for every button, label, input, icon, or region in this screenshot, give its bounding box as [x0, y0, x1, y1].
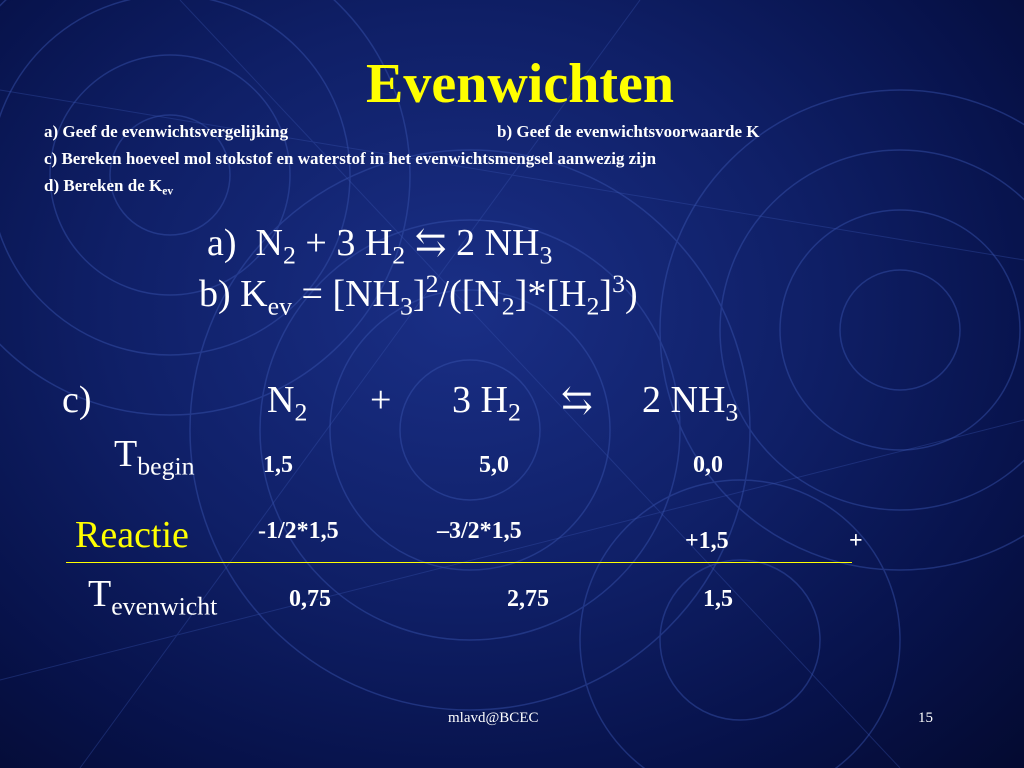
answer-b-s2: 2	[501, 291, 515, 321]
row-evenwicht-h2: 2,75	[507, 586, 549, 612]
slide-title: Evenwichten	[366, 53, 674, 115]
question-a: a) Geef de evenwichtsvergelijking	[44, 122, 289, 141]
row-reactie-label: Reactie	[75, 514, 189, 556]
sum-line	[66, 562, 852, 563]
answer-c-h2	[452, 378, 521, 427]
row-reactie-nh3: +1,5	[685, 528, 729, 554]
answer-b-t4: ]*[H	[514, 273, 587, 315]
answer-a-plus: +	[305, 222, 327, 264]
answer-a-nh-sub: 3	[539, 240, 553, 270]
answer-b-equation	[199, 268, 638, 321]
answer-b-p2: 3	[612, 268, 625, 298]
question-d-sub: ev	[162, 184, 174, 198]
answer-b-equals: =	[301, 273, 323, 315]
row-evenwicht-n2: 0,75	[289, 586, 331, 612]
row-evenwicht-sub: evenwicht	[111, 591, 218, 621]
answer-c-n-sub: 2	[294, 397, 308, 427]
answer-b-t3: /([N	[438, 273, 502, 315]
row-begin-label	[114, 432, 195, 481]
row-begin-n2: 1,5	[263, 452, 293, 478]
answer-b-t1: [NH	[332, 273, 400, 315]
answer-c-plus: +	[370, 379, 392, 421]
answer-c-nh: 2 NH	[642, 379, 726, 421]
answer-c-n2	[267, 378, 308, 427]
answer-a-equation	[207, 220, 553, 270]
row-reactie-n2: -1/2*1,5	[258, 518, 339, 544]
answer-c-h: 3 H	[452, 379, 508, 421]
answer-b-k: K	[240, 273, 268, 315]
answer-a-h-sub: 2	[392, 240, 406, 270]
answer-c-label: c)	[62, 379, 92, 421]
row-evenwicht-nh3: 1,5	[703, 586, 733, 612]
footer-page-number: 15	[918, 710, 933, 726]
row-begin-nh3: 0,0	[693, 452, 723, 478]
answer-c-n: N	[267, 379, 295, 421]
answer-a-nh-coef: 2	[456, 222, 476, 264]
footer-author: mlavd@BCEC	[448, 710, 539, 726]
answer-a-n-sub: 2	[282, 240, 296, 270]
answer-c-h-sub: 2	[507, 397, 521, 427]
answer-c-equilibrium-arrow: ⇆	[561, 380, 593, 422]
row-reactie-plus-sign: +	[849, 528, 863, 554]
answer-b-t5: ]	[599, 273, 613, 315]
row-evenwicht-label	[88, 572, 218, 621]
answer-a-label: a)	[207, 222, 237, 264]
answer-b-k-sub: ev	[267, 291, 292, 321]
answer-a-h-coef: 3	[336, 222, 356, 264]
answer-c-nh3	[642, 378, 739, 427]
row-reactie-h2: –3/2*1,5	[437, 518, 522, 544]
row-begin-h2: 5,0	[479, 452, 509, 478]
question-c: c) Bereken hoeveel mol stokstof en waterstof in het evenwichtsmengsel aanwezig zijn	[44, 149, 657, 168]
answer-a-h: H	[364, 222, 393, 264]
row-evenwicht-t: T	[88, 573, 112, 615]
answer-c-nh-sub: 3	[725, 397, 739, 427]
answer-a-equilibrium-arrow: ⇆	[414, 222, 447, 264]
row-begin-sub: begin	[137, 451, 195, 481]
question-d	[44, 176, 173, 196]
answer-b-s3: 2	[586, 291, 600, 321]
answer-b-s1: 3	[399, 291, 413, 321]
answer-b-p1: 2	[425, 268, 439, 298]
answer-b-t6: )	[624, 273, 638, 315]
answer-b-label: b)	[199, 273, 231, 315]
answer-b-t2: ]	[412, 273, 426, 315]
answer-a-nh: NH	[484, 222, 540, 264]
question-b: b) Geef de evenwichtsvoorwaarde K	[497, 122, 760, 141]
row-begin-t: T	[114, 433, 138, 475]
question-d-text: d) Bereken de K	[44, 176, 163, 195]
answer-a-n: N	[255, 222, 283, 264]
